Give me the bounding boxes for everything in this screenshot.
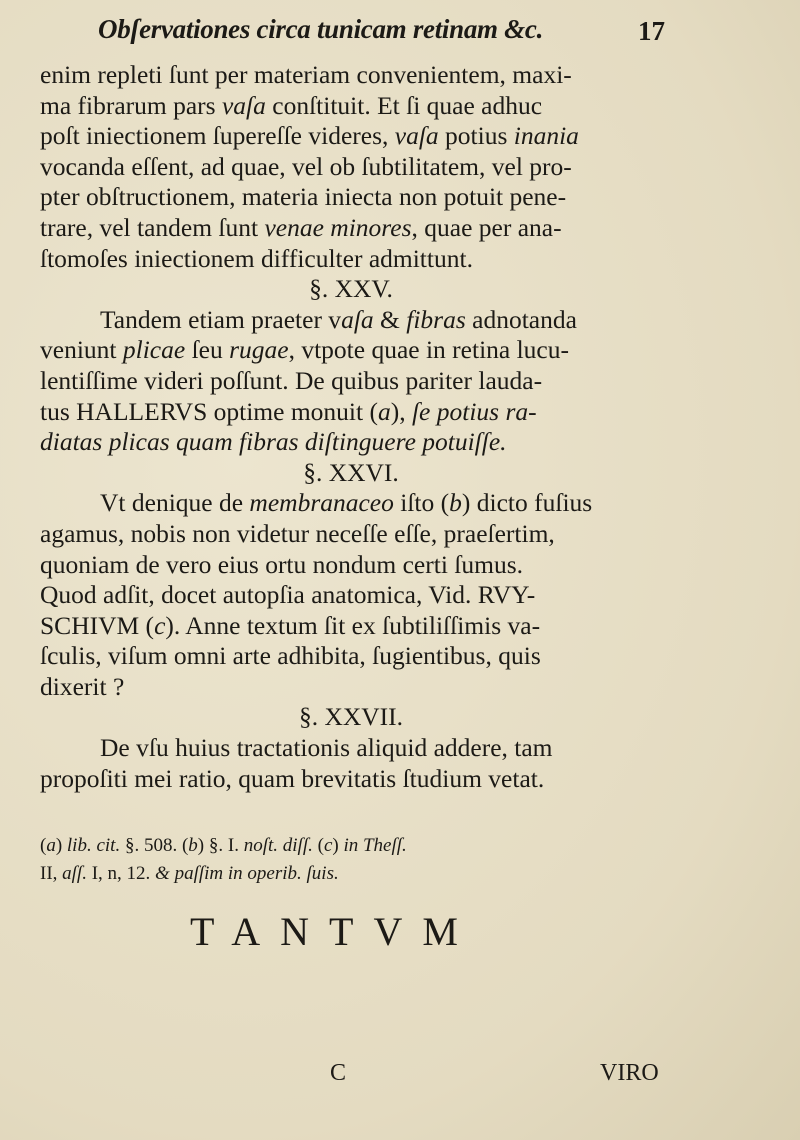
body-line: [40, 519, 662, 550]
italic-text: noſt. diſſ.: [243, 835, 313, 856]
body-line: [40, 611, 662, 642]
text-segment: lentiſſime videri poſſunt. De quibus pariter lauda-: [40, 365, 543, 395]
body-line: [40, 60, 662, 91]
text-segment: SCHIVM (: [40, 610, 155, 640]
body-line: [40, 152, 662, 183]
italic-text: fibras: [406, 304, 466, 334]
running-title: Obſervationes circa tunicam retinam &c.: [98, 14, 544, 44]
italic-text: rugae: [229, 335, 289, 365]
body-line: [40, 305, 662, 336]
text-segment: De vſu huius tractationis aliquid addere, tam: [100, 733, 553, 763]
text-segment: , vtpote quae in retina lucu-: [288, 335, 569, 365]
italic-text: venae minores: [264, 212, 412, 242]
body-line: [40, 580, 662, 611]
text-segment: Vt denique de: [100, 488, 250, 518]
italic-text: lib. cit.: [66, 835, 121, 856]
text-segment: (: [40, 835, 47, 856]
body-line: [40, 182, 662, 213]
text-segment: ): [55, 835, 67, 856]
italic-text: vaſa: [394, 121, 439, 151]
text-segment: poſt iniectionem ſupereſſe videres,: [40, 121, 395, 151]
italic-text: aſſ.: [62, 863, 87, 884]
text-segment: tus HALLERVS optime monuit (: [40, 396, 378, 426]
text-segment: &: [373, 304, 407, 334]
text-segment: , quae per ana-: [411, 212, 562, 242]
text-segment: Tandem etiam praeter v: [100, 304, 342, 334]
italic-text: plicae: [122, 335, 186, 365]
body-line: [40, 274, 662, 305]
catchword: VIRO: [600, 1060, 659, 1086]
text-segment: dixerit ?: [40, 671, 125, 701]
text-segment: agamus, nobis non videtur neceſſe eſſe, praeſertim,: [40, 518, 555, 548]
body-text: [40, 60, 662, 794]
body-line: [40, 427, 662, 458]
body-line: [40, 641, 662, 672]
body-line: [40, 213, 662, 244]
body-line: [40, 458, 662, 489]
text-segment: §. XXV.: [309, 274, 393, 304]
text-segment: vocanda eſſent, ad quae, vel ob ſubtilitatem, vel pro-: [40, 151, 572, 181]
body-line: [40, 366, 662, 397]
text-segment: ): [332, 835, 344, 856]
text-segment: potius: [438, 121, 514, 151]
body-line: [40, 91, 662, 122]
italic-text: a: [377, 396, 391, 426]
text-segment: (: [312, 835, 324, 856]
page-number: 17: [638, 16, 665, 46]
footnote-line: [40, 832, 662, 860]
italic-text: vaſa: [221, 90, 266, 120]
text-segment: ſculis, viſum omni arte adhibita, ſugientibus, quis: [40, 641, 541, 671]
text-segment: ),: [390, 396, 412, 426]
body-line: [40, 121, 662, 152]
italic-text: ſe potius ra-: [411, 396, 537, 426]
text-segment: ſtomoſes iniectionem difficulter admittunt.: [40, 243, 473, 273]
body-line: [40, 733, 662, 764]
text-segment: adnotanda: [465, 304, 577, 334]
text-segment: ſeu: [185, 335, 230, 365]
text-segment: II,: [40, 863, 63, 884]
text-segment: trare, vel tandem ſunt: [40, 212, 265, 242]
text-segment: ) dicto fuſius: [461, 488, 593, 518]
text-segment: ) §. I.: [197, 835, 244, 856]
text-segment: §. 508. (: [120, 835, 189, 856]
italic-text: c: [323, 835, 333, 856]
italic-text: b: [449, 488, 462, 518]
text-segment: propoſiti mei ratio, quam brevitatis ſtudium vetat.: [40, 763, 545, 793]
text-segment: ). Anne textum ſit ex ſubtiliſſimis va-: [165, 610, 541, 640]
body-line: [40, 244, 662, 275]
footnotes: [40, 832, 662, 888]
body-line: [40, 764, 662, 795]
text-segment: quoniam de vero eius ortu nondum certi ſumus.: [40, 549, 523, 579]
signature-mark: C: [330, 1060, 347, 1086]
text-segment: ma fibrarum pars: [40, 90, 222, 120]
text-segment: §. XXVI.: [303, 457, 399, 487]
body-line: [40, 550, 662, 581]
footnote-line: [40, 860, 662, 888]
running-header: [98, 14, 665, 54]
body-line: [40, 672, 662, 703]
italic-text: aſa: [341, 304, 374, 334]
tantum-heading: TANTVM: [190, 909, 478, 954]
body-line: [40, 488, 662, 519]
text-segment: I, n, 12.: [86, 863, 156, 884]
italic-text: & paſſim in operib. ſuis.: [155, 863, 339, 884]
italic-text: b: [188, 835, 198, 856]
italic-text: a: [46, 835, 56, 856]
text-segment: §. XXVII.: [298, 702, 404, 732]
text-segment: Quod adſit, docet autopſia anatomica, Vid. RVY-: [40, 580, 536, 610]
text-segment: enim repleti ſunt per materiam convenientem, maxi-: [40, 60, 572, 89]
body-line: [40, 335, 662, 366]
italic-text: in Theſſ.: [343, 835, 407, 856]
italic-text: membranaceo: [249, 488, 394, 518]
italic-text: diatas plicas quam fibras diſtinguere potuiſſe.: [40, 427, 507, 457]
text-segment: iſto (: [393, 488, 450, 518]
italic-text: c: [154, 610, 166, 640]
text-segment: conſtituit. Et ſi quae adhuc: [265, 90, 543, 120]
text-segment: veniunt: [40, 335, 123, 365]
italic-text: inania: [513, 121, 579, 151]
body-line: [40, 702, 662, 733]
body-line: [40, 397, 662, 428]
text-segment: pter obſtructionem, materia iniecta non potuit pene-: [40, 182, 567, 212]
